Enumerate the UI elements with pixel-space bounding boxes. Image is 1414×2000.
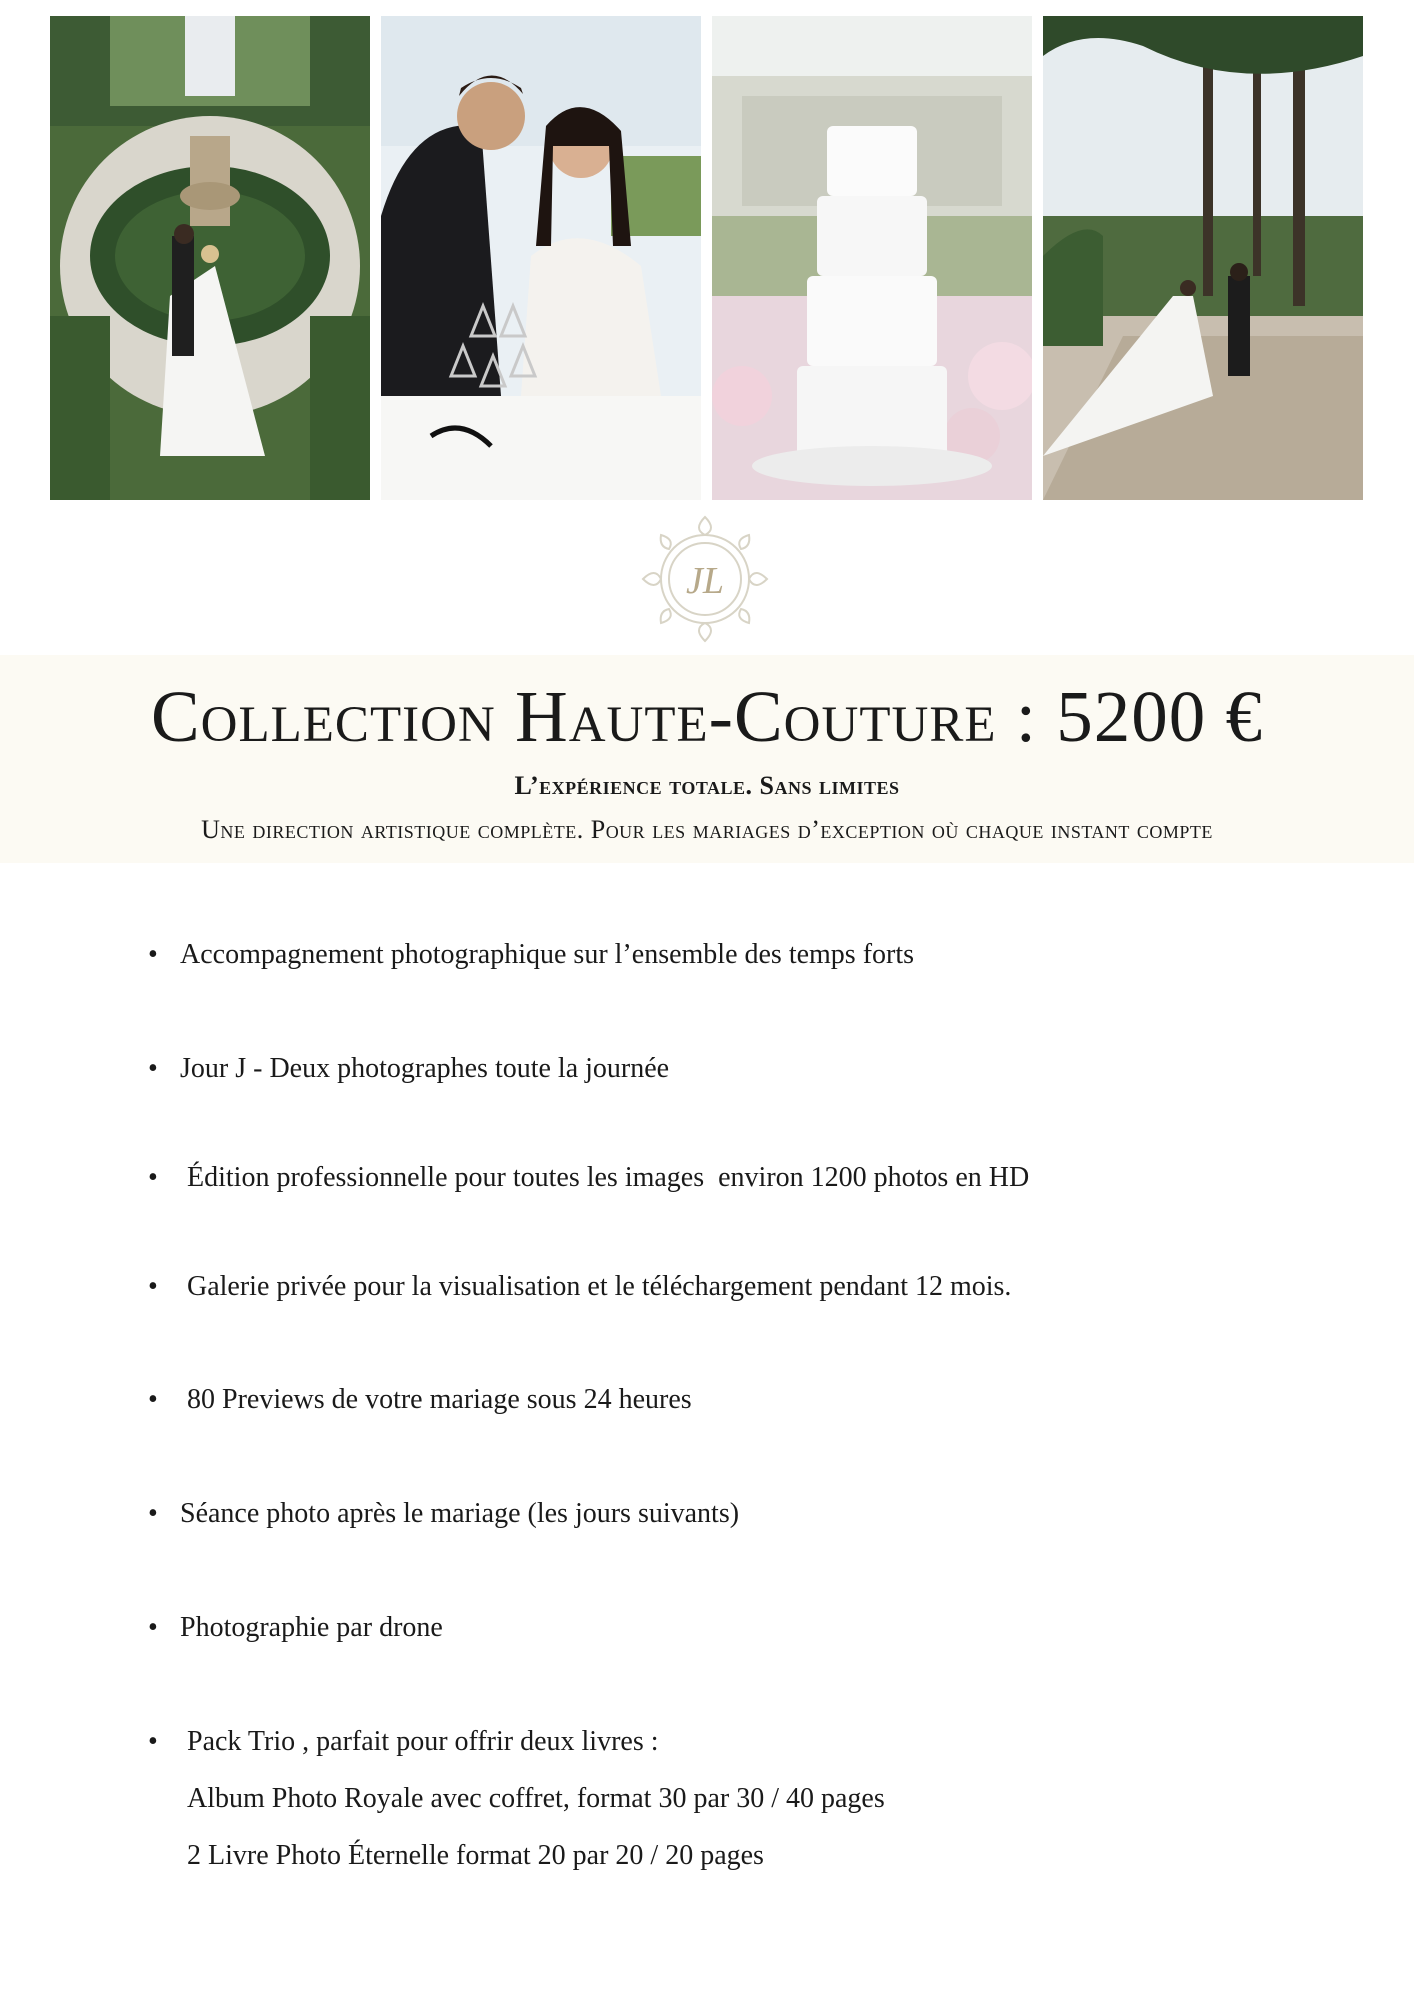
- list-item-text: Photographie par drone: [180, 1612, 443, 1643]
- list-item-text: Pack Trio , parfait pour offrir deux livres :: [180, 1726, 659, 1757]
- list-item-text: 80 Previews de votre mariage sous 24 heures: [180, 1384, 692, 1415]
- list-item-text: Galerie privée pour la visualisation et le téléchargement pendant 12 mois.: [180, 1271, 1012, 1302]
- photo-couple-walking: [1043, 16, 1363, 500]
- bullet: •: [148, 1271, 158, 1302]
- list-item-text: Séance photo après le mariage (les jours suivants): [180, 1498, 740, 1529]
- bullet: •: [148, 1612, 158, 1643]
- photo-strip: [50, 16, 1365, 500]
- bullet: •: [148, 1053, 158, 1084]
- photo-garden-couple: [50, 16, 370, 500]
- list-item-text: Jour J - Deux photographes toute la journée: [180, 1053, 670, 1084]
- list-item-subline: Album Photo Royale avec coffret, format 30 par 30 / 40 pages: [187, 1783, 885, 1814]
- bullet: •: [148, 1726, 158, 1757]
- bullet: •: [148, 1498, 158, 1529]
- bullet: •: [148, 1384, 158, 1415]
- photo-wedding-cake: [712, 16, 1032, 500]
- list-item-subline: 2 Livre Photo Éternelle format 20 par 20 / 20 pages: [187, 1840, 764, 1871]
- bullet: •: [148, 1162, 158, 1193]
- monogram-logo: [639, 513, 771, 645]
- list-item-text: Accompagnement photographique sur l’ensemble des temps forts: [180, 939, 915, 970]
- tagline: L’expérience totale. Sans limites: [514, 771, 900, 800]
- page-title: Collection Haute-Couture : 5200 €: [150, 676, 1264, 757]
- list-item-text: Édition professionnelle pour toutes les images environ 1200 photos en HD: [180, 1162, 1030, 1193]
- photo-champagne-toast: [381, 16, 701, 500]
- monogram-text: JL: [686, 560, 724, 602]
- subtitle: Une direction artistique complète. Pour les mariages d’exception où chaque instant compte: [201, 815, 1213, 844]
- bullet: •: [148, 939, 158, 970]
